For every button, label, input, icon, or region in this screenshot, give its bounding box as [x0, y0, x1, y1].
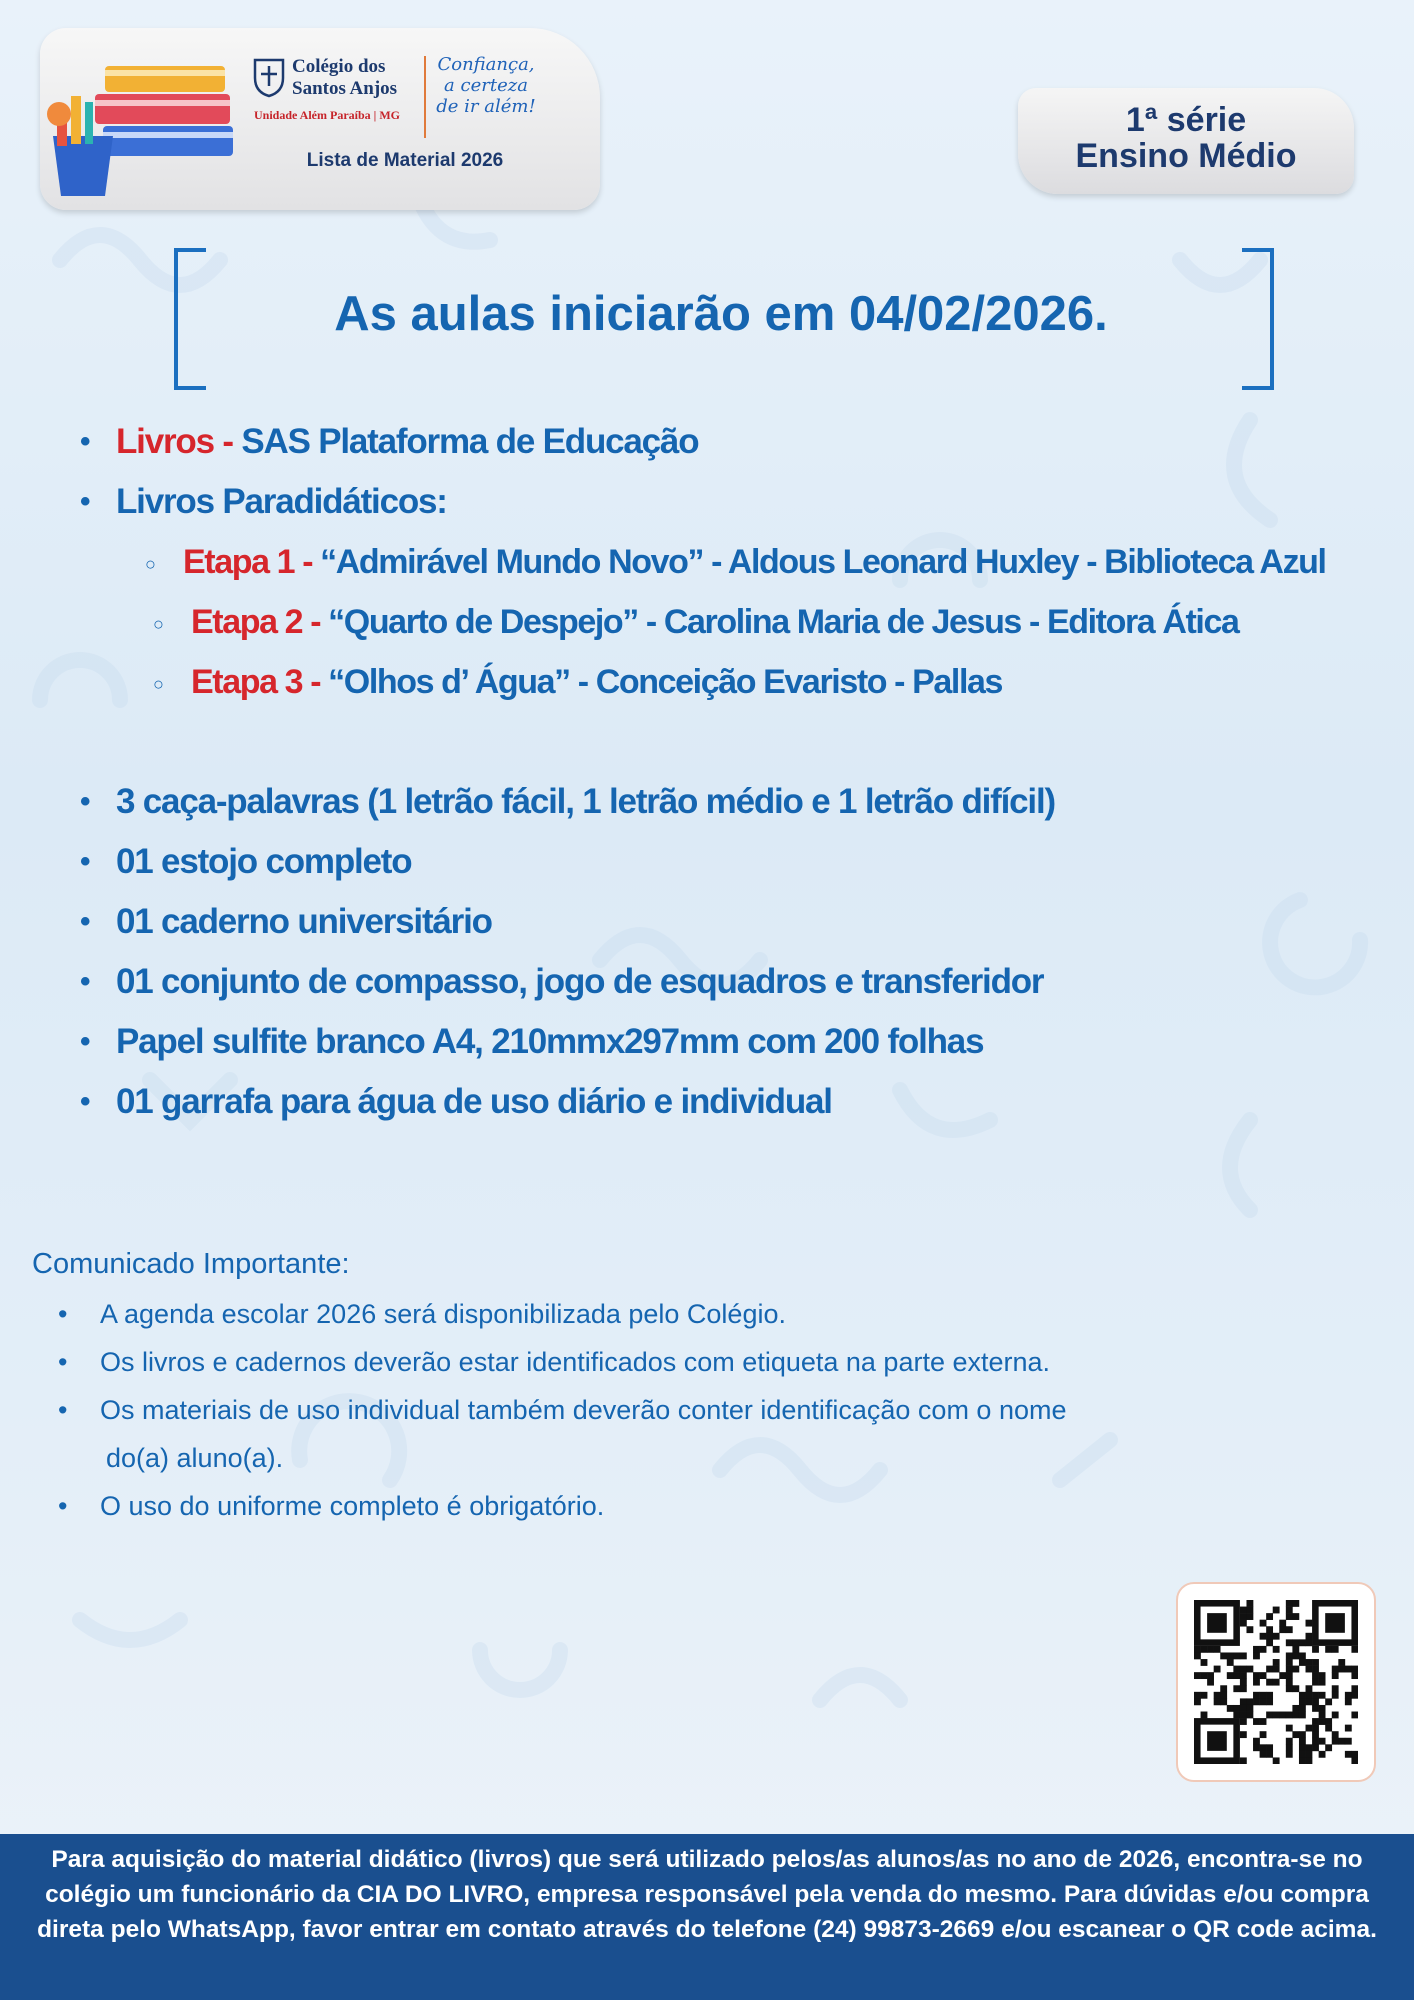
notice-list — [58, 1290, 1358, 1530]
materials-list — [80, 772, 1350, 1132]
books-label: Livros — [116, 422, 214, 461]
school-tagline: Confiança, a certeza de ir além! — [436, 54, 536, 117]
series-level: Ensino Médio — [1075, 137, 1297, 175]
material-item: • 01 estojo completo — [80, 832, 1350, 892]
notice-title: Comunicado Importante: — [32, 1248, 350, 1280]
footer-banner — [0, 1834, 1414, 2000]
notice-item-text: Os materiais de uso individual também deverão conter identificação com o nome — [100, 1395, 1067, 1425]
stage-item — [153, 592, 1395, 652]
material-item: • 01 garrafa para água de uso diário e individual — [80, 1072, 1350, 1132]
qr-code-icon — [1194, 1600, 1358, 1764]
notice-item: • A agenda escolar 2026 será disponibilizada pelo Colégio. — [58, 1290, 1358, 1338]
paradidaticos-label: Livros Paradidáticos: — [116, 482, 447, 521]
books-separator: - — [213, 422, 242, 461]
material-list-title: Lista de Material 2026 — [306, 150, 504, 171]
series-badge — [1018, 88, 1354, 194]
classes-start-date: As aulas iniciarão em 04/02/2026. — [334, 287, 1108, 341]
notice-item: • O uso do uniforme completo é obrigatório. — [58, 1482, 1358, 1530]
stage-book: “Quarto de Despejo” - Carolina Maria de Jesus - Editora Ática — [320, 603, 1239, 641]
stage-label: Etapa 3 - — [191, 663, 321, 701]
stage-book: “Olhos d’ Água” - Conceição Evaristo - Pallas — [320, 663, 1003, 701]
material-item: • 01 conjunto de compasso, jogo de esquadros e transferidor — [80, 952, 1350, 1012]
stage-item — [153, 652, 1395, 712]
material-item: • Papel sulfite branco A4, 210mmx297mm com 200 folhas — [80, 1012, 1350, 1072]
books-platform: SAS Plataforma de Educação — [241, 422, 699, 461]
notice-item: • Os livros e cadernos deverão estar identificados com etiqueta na parte externa. — [58, 1338, 1358, 1386]
stage-item — [145, 532, 1395, 592]
list-item-paradidaticos — [80, 472, 1350, 532]
notice-item-continuation: do(a) aluno(a). — [106, 1443, 284, 1473]
left-bracket — [174, 248, 206, 390]
right-bracket — [1242, 248, 1274, 390]
school-unit: Unidade Além Paraíba | MG — [254, 108, 400, 122]
notice-item — [58, 1386, 1358, 1482]
material-item: • 01 caderno universitário — [80, 892, 1350, 952]
qr-code[interactable] — [1176, 1582, 1376, 1782]
school-crest-icon — [252, 56, 286, 98]
footer-text: Para aquisição do material didático (livros) que será utilizado pelos/as alunos/as no ano de 2026, encontra-se no colégio um funcionário da CIA DO LIVRO, empresa responsável pela venda do mesmo. Para dúvidas e/ou compra direta pelo WhatsApp, favor entrar em contato através do telefone (24) 99873-2669 e/ou escanear o QR code acima. — [37, 1846, 1377, 1943]
books-illustration-icon — [45, 56, 245, 206]
books-list — [80, 412, 1350, 532]
school-name: Colégio dos Santos Anjos — [292, 56, 398, 99]
list-item-books — [80, 412, 1350, 472]
series-year: 1ª série — [1125, 101, 1247, 139]
material-item: • 3 caça-palavras (1 letrão fácil, 1 letrão médio e 1 letrão difícil) — [80, 772, 1350, 832]
stage-label: Etapa 1 - — [183, 543, 313, 581]
header-divider — [424, 56, 426, 138]
stages-list — [145, 532, 1395, 712]
stage-book: “Admirável Mundo Novo” - Aldous Leonard Huxley - Biblioteca Azul — [312, 543, 1326, 581]
stage-label: Etapa 2 - — [191, 603, 321, 641]
